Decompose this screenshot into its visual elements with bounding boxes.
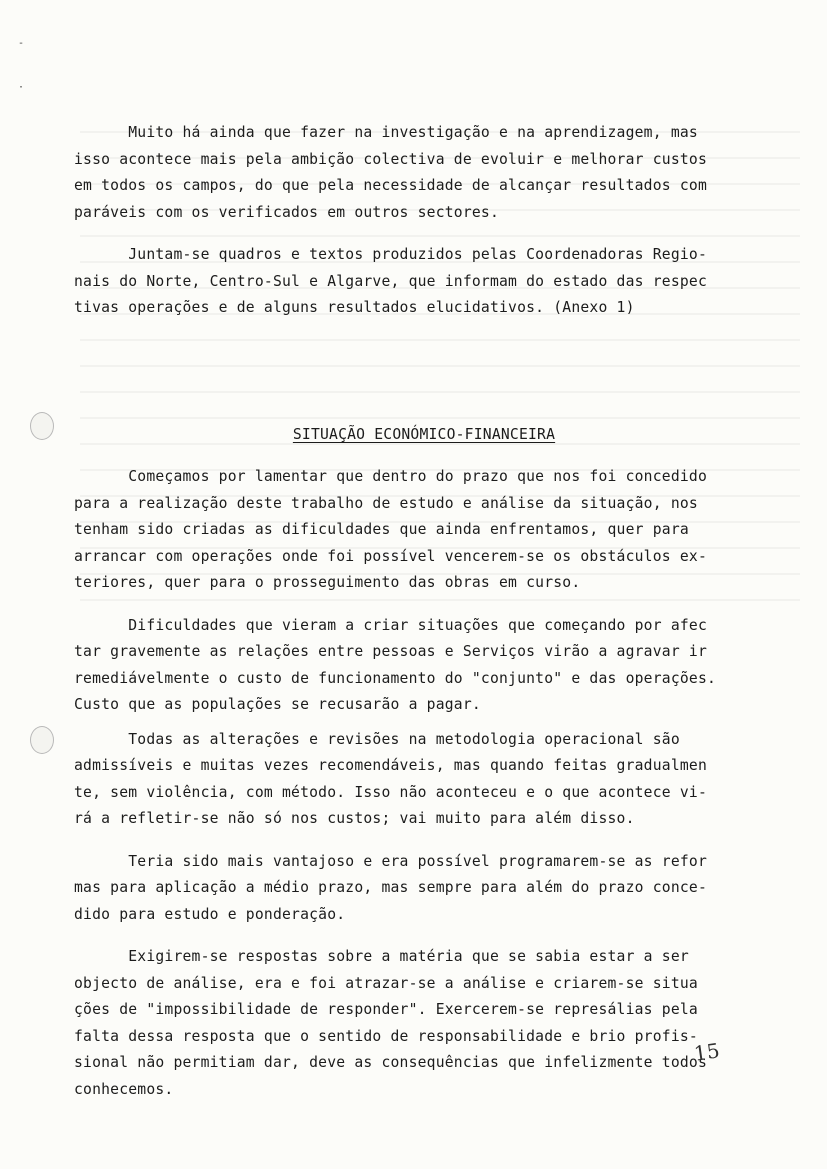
- text-line: objecto de análise, era e foi atrazar-se a análise e criarem-se situa: [74, 974, 698, 992]
- paragraph: [74, 242, 774, 322]
- text-line: isso acontece mais pela ambição colectiva de evoluir e melhorar custos: [74, 150, 707, 168]
- text-line: rá a refletir-se não só nos custos; vai muito para além disso.: [74, 810, 635, 827]
- paragraph: [74, 464, 774, 597]
- text-line: sional não permitiam dar, deve as consequências que infelizmente todos: [74, 1054, 707, 1071]
- paragraph: [74, 849, 774, 929]
- text-line: dido para estudo e ponderação.: [74, 905, 346, 923]
- text-line: Teria sido mais vantajoso e era possível programarem-se as refor: [74, 852, 707, 870]
- text-line: para a realização deste trabalho de estudo e análise da situação, nos: [74, 494, 698, 512]
- text-line: te, sem violência, com método. Isso não aconteceu e o que acontece vi-: [74, 783, 707, 801]
- text-line: Juntam-se quadros e textos produzidos pelas Coordenadoras Regio-: [74, 246, 707, 263]
- margin-mark: -: [18, 38, 25, 49]
- paragraph: [74, 613, 774, 719]
- paragraph: [74, 120, 774, 226]
- text-line: mas para aplicação a médio prazo, mas sempre para além do prazo conce-: [74, 879, 707, 896]
- text-line: Exigirem-se respostas sobre a matéria que se sabia estar a ser: [74, 948, 689, 965]
- punch-hole: [30, 412, 54, 440]
- text-line: arrancar com operações onde foi possível vencerem-se os obstáculos ex-: [74, 547, 707, 565]
- text-line: falta dessa resposta que o sentido de responsabilidade e brio profis-: [74, 1027, 698, 1045]
- punch-hole: [30, 726, 54, 754]
- text-line: Dificuldades que vieram a criar situações que começando por afec: [74, 616, 707, 634]
- section-heading: SITUAÇÃO ECONÓMICO-FINANCEIRA: [292, 425, 556, 443]
- text-line: Muito há ainda que fazer na investigação e na aprendizagem, mas: [74, 124, 698, 141]
- paragraph: [74, 944, 774, 1103]
- text-line: ções de "impossibilidade de responder". Exercerem-se represálias pela: [74, 1001, 698, 1018]
- text-line: nais do Norte, Centro-Sul e Algarve, que informam do estado das respec: [74, 272, 707, 290]
- text-line: teriores, quer para o prosseguimento das obras em curso.: [74, 574, 581, 591]
- paragraph: [74, 727, 774, 833]
- document-body: [74, 120, 774, 1103]
- margin-mark: ·: [18, 82, 25, 93]
- text-line: remediávelmente o custo de funcionamento do "conjunto" e das operações.: [74, 669, 717, 687]
- text-line: tar gravemente as relações entre pessoas e Serviços virão a agravar ir: [74, 643, 707, 660]
- text-line: Todas as alterações e revisões na metodologia operacional são: [74, 730, 680, 748]
- text-line: tenham sido criadas as dificuldades que ainda enfrentamos, quer para: [74, 521, 689, 538]
- text-line: em todos os campos, do que pela necessidade de alcançar resultados com: [74, 177, 707, 194]
- page-number-handwritten: 15: [692, 1038, 721, 1066]
- text-line: Começamos por lamentar que dentro do prazo que nos foi concedido: [74, 468, 707, 485]
- text-line: tivas operações e de alguns resultados elucidativos. (Anexo 1): [74, 299, 635, 316]
- text-line: Custo que as populações se recusarão a pagar.: [74, 696, 481, 713]
- text-line: admissíveis e muitas vezes recomendáveis, mas quando feitas gradualmen: [74, 757, 707, 774]
- text-line: conhecemos.: [74, 1080, 174, 1098]
- text-line: paráveis com os verificados em outros sectores.: [74, 203, 500, 221]
